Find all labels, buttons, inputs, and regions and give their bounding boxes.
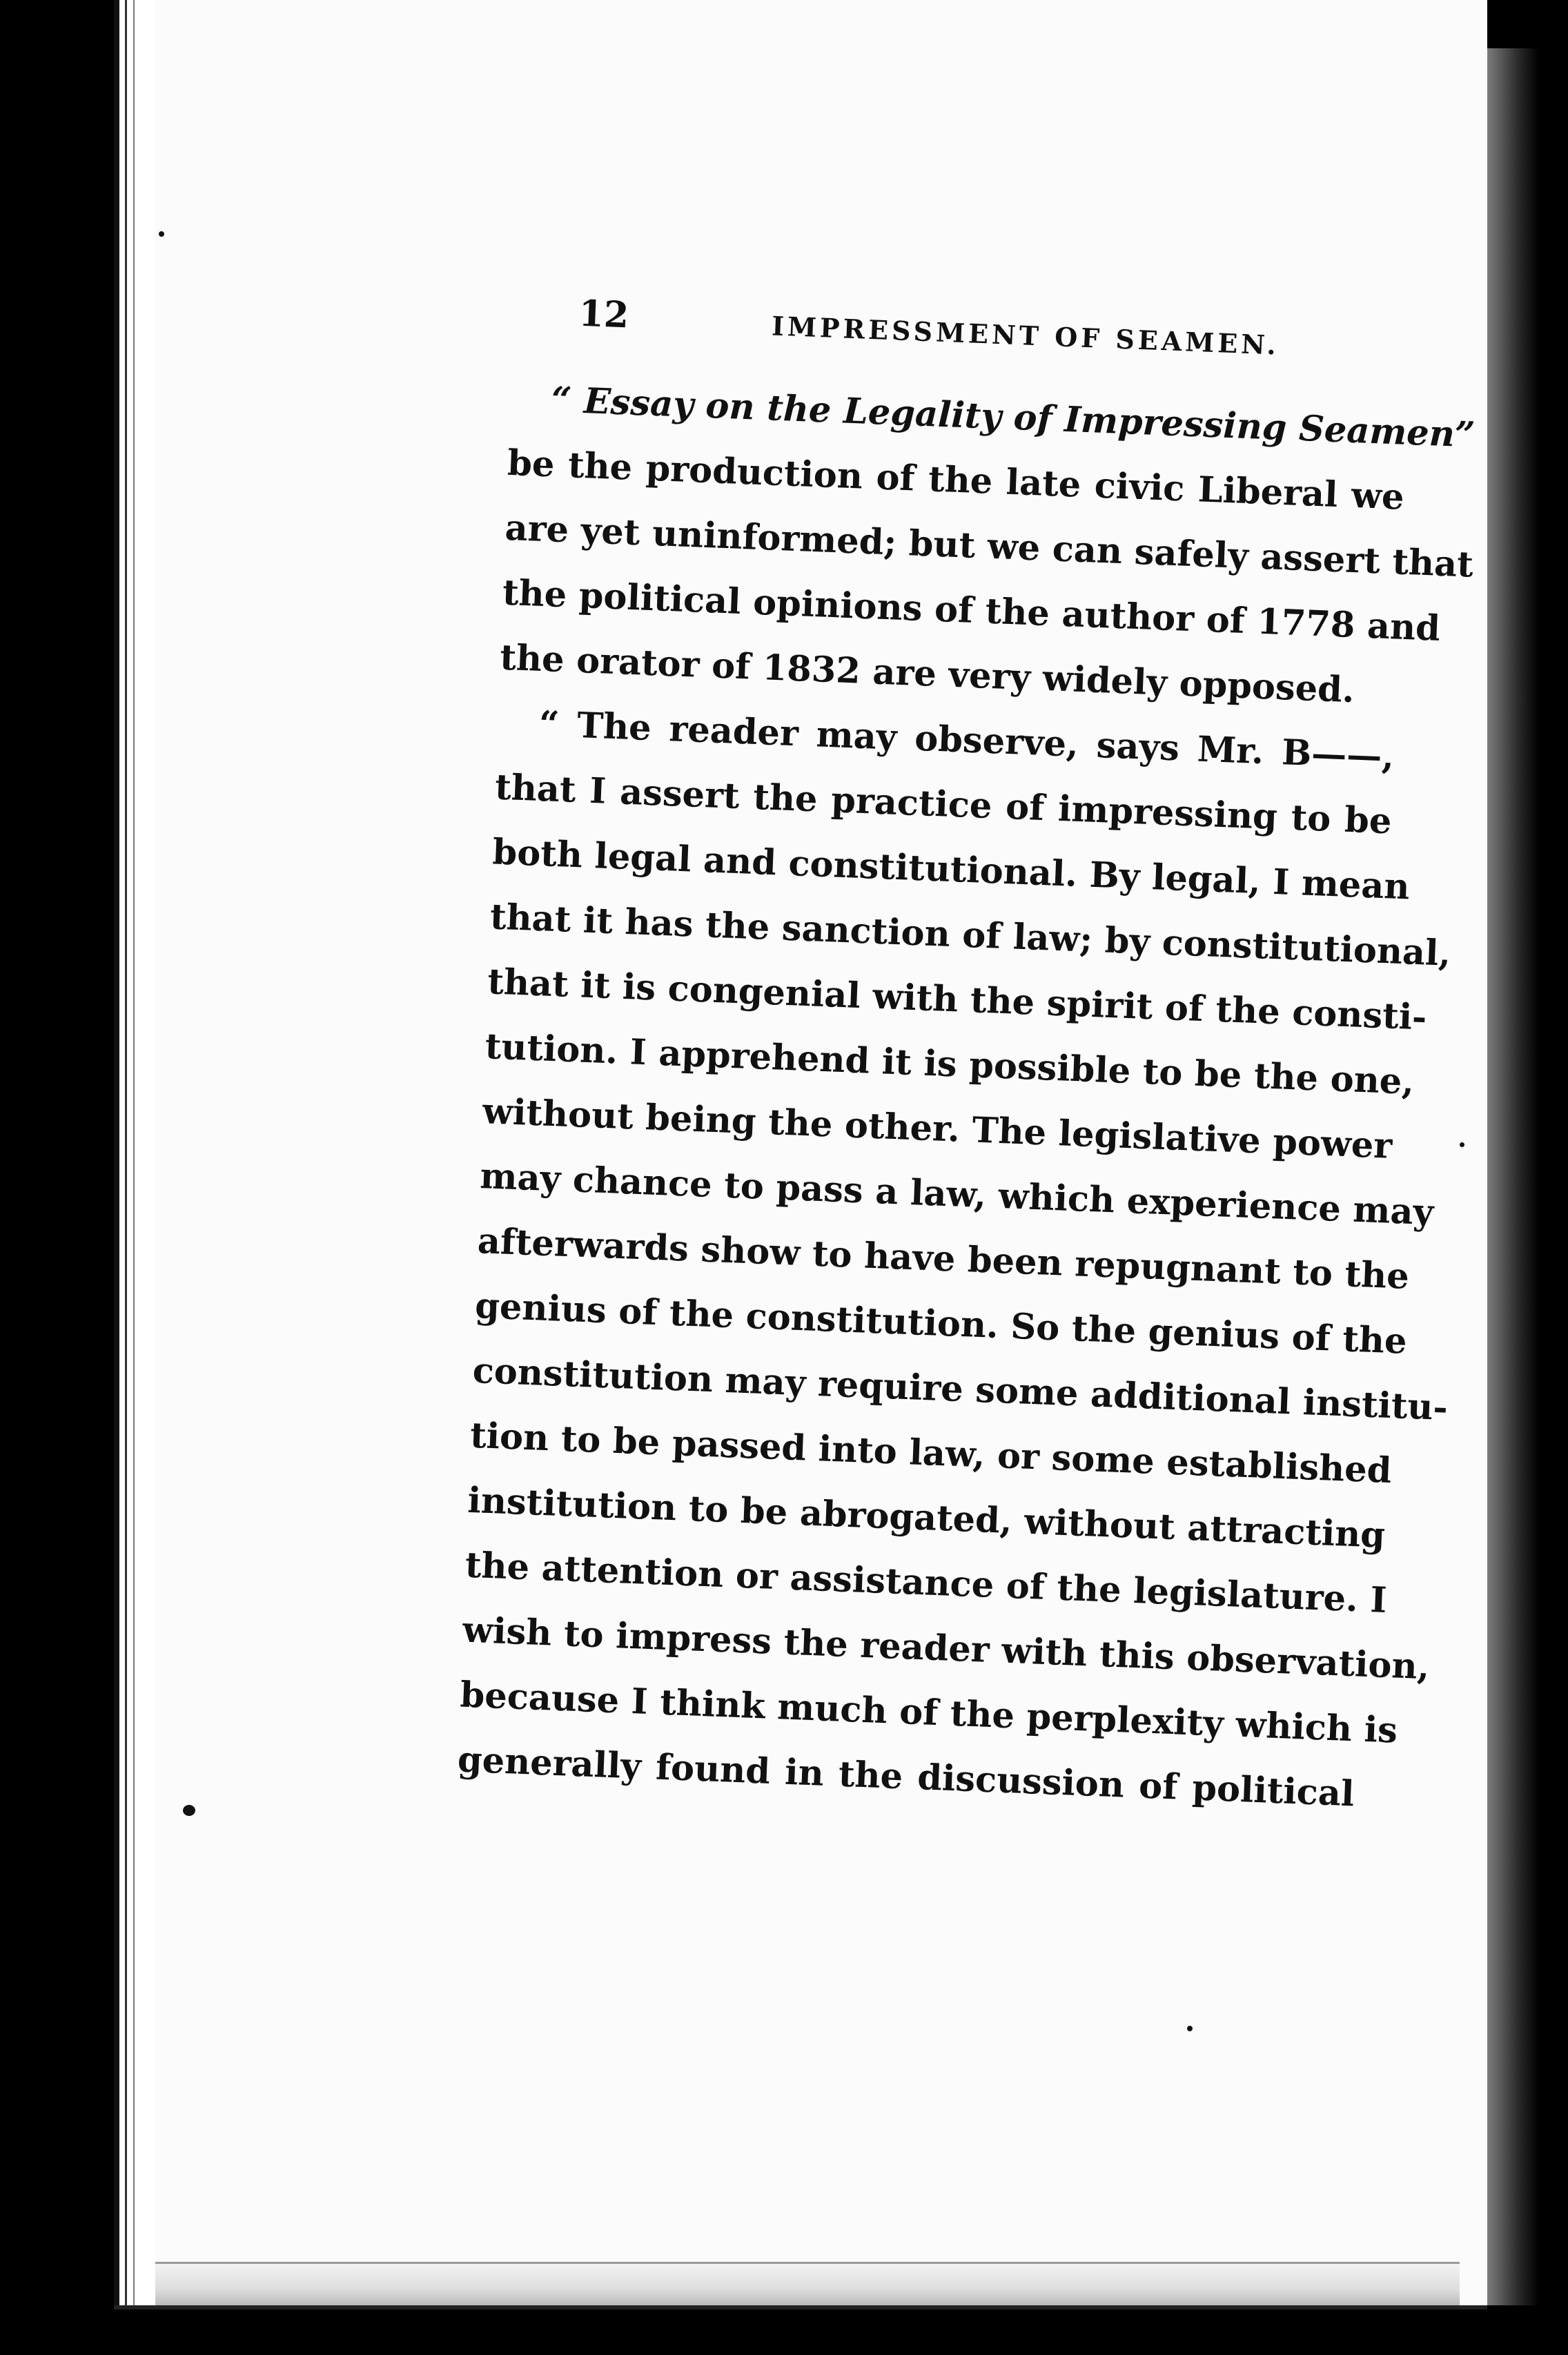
paragraph-1 xyxy=(499,366,1476,725)
text-line: be the production of the late civic Liberal we xyxy=(507,442,1405,518)
text-line: because I think much of the perplexity which is xyxy=(459,1674,1398,1752)
text-line: that it has the sanction of law; by constitutional, xyxy=(489,896,1452,975)
page-spine-edge xyxy=(114,0,155,2305)
paragraph-2 xyxy=(456,690,1452,1827)
body-text xyxy=(456,366,1476,1826)
ink-speck xyxy=(1460,1142,1464,1147)
text-line: both legal and constitutional. By legal, I mean xyxy=(491,831,1411,908)
text-line: tution. I apprehend it is possible to be the one, xyxy=(484,1026,1415,1103)
text-line: “ Essay on the Legality of Impressing Seamen” xyxy=(550,379,1476,456)
page-bottom-edge xyxy=(155,2262,1460,2305)
text-line: tion to be passed into law, or some established xyxy=(469,1414,1393,1492)
text-line: wish to impress the reader with this observation, xyxy=(462,1609,1431,1688)
text-line: without being the other. The legislative power xyxy=(482,1091,1393,1167)
text-line: institution to be abrogated, without attracting xyxy=(467,1479,1386,1556)
text-line: may chance to pass a law, which experience may xyxy=(479,1155,1435,1234)
book-page xyxy=(114,0,1487,2309)
text-line: that I assert the practice of impressing to be xyxy=(494,766,1393,843)
text-line: are yet uninformed; but we can safely assert that xyxy=(504,507,1474,586)
text-line: the orator of 1832 are very widely opposed. xyxy=(499,636,1355,712)
ink-speck xyxy=(183,1805,195,1816)
text-line: the political opinions of the author of 1778 and xyxy=(501,571,1441,649)
page-text-block xyxy=(456,290,1476,1826)
ink-speck xyxy=(159,231,164,237)
text-line: the attention or assistance of the legislature. I xyxy=(464,1544,1388,1621)
ink-speck xyxy=(1187,2026,1193,2031)
text-line: afterwards show to have been repugnant to the xyxy=(476,1220,1410,1298)
text-line: constitution may require some additional institu- xyxy=(471,1349,1449,1429)
text-line: “ The reader may observe, says Mr. B——, xyxy=(538,703,1395,778)
text-line: generally found in the discussion of political xyxy=(457,1739,1355,1815)
running-head-title: IMPRESSMENT OF SEAMEN. xyxy=(771,310,1280,361)
text-line: that it is congenial with the spirit of the consti- xyxy=(487,961,1428,1039)
page-number: 12 xyxy=(578,292,630,337)
text-line: genius of the constitution. So the genius of the xyxy=(474,1284,1408,1362)
